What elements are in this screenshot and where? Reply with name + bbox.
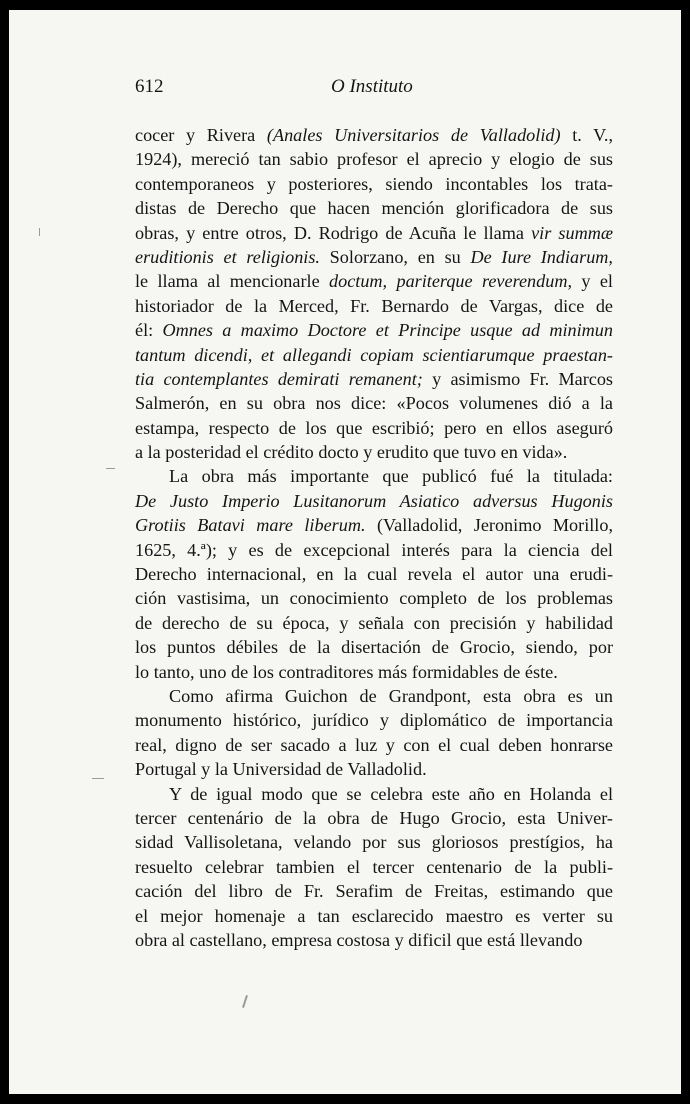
- text-segment: lo tanto, uno de los contraditores más formidables de éste.: [135, 661, 558, 682]
- text-line: [135, 513, 613, 537]
- text-line: [135, 464, 613, 488]
- text-segment: 1625, 4.ª); y es de excepcional interés para la ciencia del: [135, 539, 613, 560]
- italic-text: vir summæ: [531, 222, 613, 243]
- text-line: [135, 196, 613, 220]
- italic-text: (Anales Universitarios de Valladolid): [266, 125, 561, 145]
- text-line: [135, 782, 613, 806]
- text-line: [135, 928, 613, 952]
- text-line: [135, 708, 613, 732]
- scan-mark: [39, 228, 40, 236]
- text-segment: (Valladolid, Jeronimo Morillo,: [365, 515, 613, 536]
- text-line: [135, 294, 613, 318]
- paragraph: [135, 684, 613, 782]
- text-line: [135, 221, 613, 245]
- text-segment: resuelto celebrar tambien el tercer centenario de la publi-: [135, 856, 613, 877]
- text-segment: los puntos débiles de la disertación de Grocio, siendo, por: [135, 637, 613, 658]
- text-line: [135, 269, 613, 293]
- text-line: [135, 806, 613, 830]
- italic-text: Omnes a maximo Doctore et Principe usque ad minimun: [162, 320, 613, 341]
- text-segment: 1924), mereció tan sabio profesor el aprecio y elogio de sus: [135, 149, 613, 170]
- text-line: [135, 489, 613, 513]
- text-segment: de derecho de su época, y señala con precisión y habilidad: [135, 612, 613, 633]
- text-line: [135, 586, 613, 610]
- text-line: [135, 318, 613, 342]
- italic-text: De Justo Imperio Lusitanorum Asiatico adversus Hugonis: [135, 490, 613, 511]
- text-line: [135, 757, 613, 781]
- text-line: [135, 172, 613, 196]
- text-segment: real, digno de ser sacado a luz y con el cual deben honrarse: [135, 734, 613, 755]
- text-segment: sidad Vallisoletana, velando por sus gloriosos prestígios, ha: [135, 832, 613, 853]
- text-segment: Solorzano, en su: [319, 246, 471, 267]
- text-segment: Como afirma Guichon de Grandpont, esta obra es un: [169, 685, 613, 706]
- text-segment: cación del libro de Fr. Serafim de Freitas, estimando que: [135, 881, 613, 902]
- text-segment: Derecho internacional, en la cual revela el autor una erudi-: [135, 564, 613, 585]
- text-segment: Y de igual modo que se celebra este año en Holanda el: [169, 783, 613, 804]
- text-line: [135, 440, 613, 464]
- text-line: [135, 416, 613, 440]
- text-line: [135, 879, 613, 903]
- page-header: [135, 76, 611, 102]
- scan-mark: [242, 995, 248, 1008]
- text-segment: estampa, respecto de los que escribió; pero en ellos aseguró: [135, 417, 613, 438]
- text-line: [135, 855, 613, 879]
- italic-text: Grotiis Batavi mare liberum.: [135, 515, 366, 536]
- text-line: [135, 123, 613, 147]
- italic-text: doctum, pariterque reverendum,: [329, 271, 573, 292]
- text-line: [135, 684, 613, 708]
- text-line: [135, 367, 613, 391]
- text-segment: monumento histórico, jurídico y diplomático de importancia: [135, 710, 613, 731]
- text-line: [135, 391, 613, 415]
- paragraph: [135, 464, 613, 684]
- text-segment: tercer centenário de la obra de Hugo Grocio, esta Univer-: [135, 807, 613, 828]
- italic-text: tantum dicendi, et allegandi copiam scientiarumque praestan-: [135, 344, 613, 365]
- text-segment: cocer y Rivera: [135, 125, 267, 145]
- text-segment: t. V.,: [560, 125, 613, 145]
- text-segment: distas de Derecho que hacen mención glorificadora de sus: [135, 198, 613, 219]
- text-segment: ción vastisima, un conocimiento completo de los problemas: [135, 588, 613, 609]
- text-segment: obras, y entre otros, D. Rodrigo de Acuña le llama: [135, 222, 532, 243]
- text-line: [135, 733, 613, 757]
- page-number: 612: [135, 76, 164, 97]
- text-line: [135, 245, 613, 269]
- body-text: [135, 123, 613, 952]
- text-segment: Portugal y la Universidad de Valladolid.: [135, 759, 427, 780]
- text-line: [135, 611, 613, 635]
- text-line: [135, 343, 613, 367]
- text-segment: historiador de la Merced, Fr. Bernardo de Vargas, dice de: [135, 295, 613, 316]
- paragraph: [135, 782, 613, 953]
- text-line: [135, 660, 613, 684]
- text-segment: obra al castellano, empresa costosa y dificil que está llevando: [135, 929, 583, 950]
- italic-text: De Iure Indiarum,: [470, 246, 613, 267]
- text-line: [135, 635, 613, 659]
- paragraph: [135, 123, 613, 464]
- text-line: [135, 562, 613, 586]
- text-segment: contemporaneos y posteriores, siendo incontables los trata-: [135, 173, 613, 194]
- text-line: [135, 147, 613, 171]
- italic-text: tia contemplantes demirati remanent;: [135, 368, 423, 389]
- scan-mark: [106, 468, 115, 469]
- text-segment: y el: [572, 271, 613, 292]
- text-segment: Salmerón, en su obra nos dice: «Pocos volumenes dió a la: [135, 393, 613, 414]
- text-segment: a la posteridad el crédito docto y erudito que tuvo en vida».: [135, 442, 568, 463]
- scan-mark: [92, 778, 104, 779]
- text-segment: él:: [135, 320, 163, 341]
- text-segment: La obra más importante que publicó fué la titulada:: [169, 466, 613, 487]
- text-line: [135, 830, 613, 854]
- text-line: [135, 904, 613, 928]
- running-title: O Instituto: [331, 76, 413, 97]
- italic-text: eruditionis et religionis.: [135, 246, 320, 267]
- text-line: [135, 538, 613, 562]
- text-segment: le llama al mencionarle: [135, 271, 330, 292]
- book-page: [9, 10, 681, 1094]
- text-segment: y asimismo Fr. Marcos: [422, 368, 614, 389]
- text-segment: el mejor homenaje a tan esclarecido maestro es verter su: [135, 905, 613, 926]
